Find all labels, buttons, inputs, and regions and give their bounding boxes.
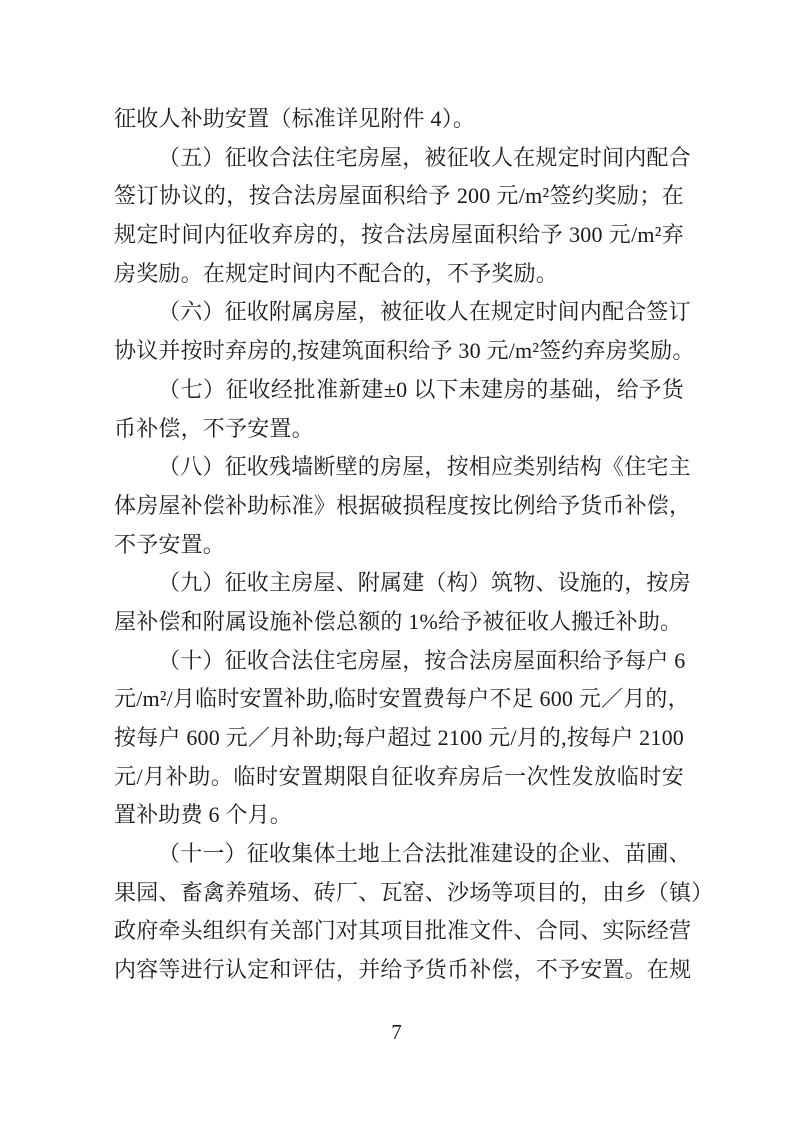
text-line: 按每户 600 元／月补助;每户超过 2100 元/月的,按每户 2100 bbox=[114, 725, 684, 750]
text-line: 征收人补助安置（标准详见附件 4）。 bbox=[114, 106, 476, 131]
text-line: （七）征收经批准新建±0 以下未建房的基础，给予货 bbox=[158, 376, 684, 402]
text-line: 政府牵头组织有关部门对其项目批准文件、合同、实际经营 bbox=[114, 918, 692, 944]
text-line: 元/m²/月临时安置补助,临时安置费每户不足 600 元／月的， bbox=[114, 686, 690, 712]
text-line: 签订协议的，按合法房屋面积给予 200 元/m²签约奖励；在 bbox=[114, 183, 684, 209]
text-line: （八）征收残墙断壁的房屋，按相应类别结构《住宅主 bbox=[158, 454, 691, 480]
text-line: （十一）征收集体土地上合法批准建设的企业、苗圃、 bbox=[158, 841, 691, 867]
text-line: 元/月补助。临时安置期限自征收弃房后一次性发放临时安 bbox=[114, 763, 684, 789]
text-line: 果园、畜禽养殖场、砖厂、瓦窑、沙场等项目的，由乡（镇） bbox=[114, 879, 714, 905]
text-line: 币补偿，不予安置。 bbox=[114, 415, 314, 441]
text-line: 内容等进行认定和评估，并给予货币补偿，不予安置。在规 bbox=[114, 957, 692, 983]
text-line: 规定时间内征收弃房的，按合法房屋面积给予 300 元/m²弃 bbox=[114, 222, 684, 248]
page-number: 7 bbox=[391, 1020, 402, 1044]
text-line: 房奖励。在规定时间内不配合的，不予奖励。 bbox=[114, 260, 559, 286]
text-line: 体房屋补偿补助标准》根据破损程度按比例给予货币补偿， bbox=[114, 492, 692, 518]
text-line: 置补助费 6 个月。 bbox=[114, 802, 293, 828]
text-line: （十）征收合法住宅房屋，按合法房屋面积给予每户 6 bbox=[158, 647, 686, 673]
document-body bbox=[114, 100, 714, 990]
text-line: 不予安置。 bbox=[114, 531, 226, 557]
text-line: 屋补偿和附属设施补偿总额的 1%给予被征收人搬迁补助。 bbox=[114, 608, 683, 634]
text-line: （五）征收合法住宅房屋，被征收人在规定时间内配合 bbox=[158, 144, 691, 170]
text-line: （六）征收附属房屋，被征收人在规定时间内配合签订 bbox=[158, 299, 691, 325]
text-line: （九）征收主房屋、附属建（构）筑物、设施的，按房 bbox=[158, 570, 691, 596]
text-line: 协议并按时弃房的,按建筑面积给予 30 元/m²签约弃房奖励。 bbox=[114, 338, 695, 364]
